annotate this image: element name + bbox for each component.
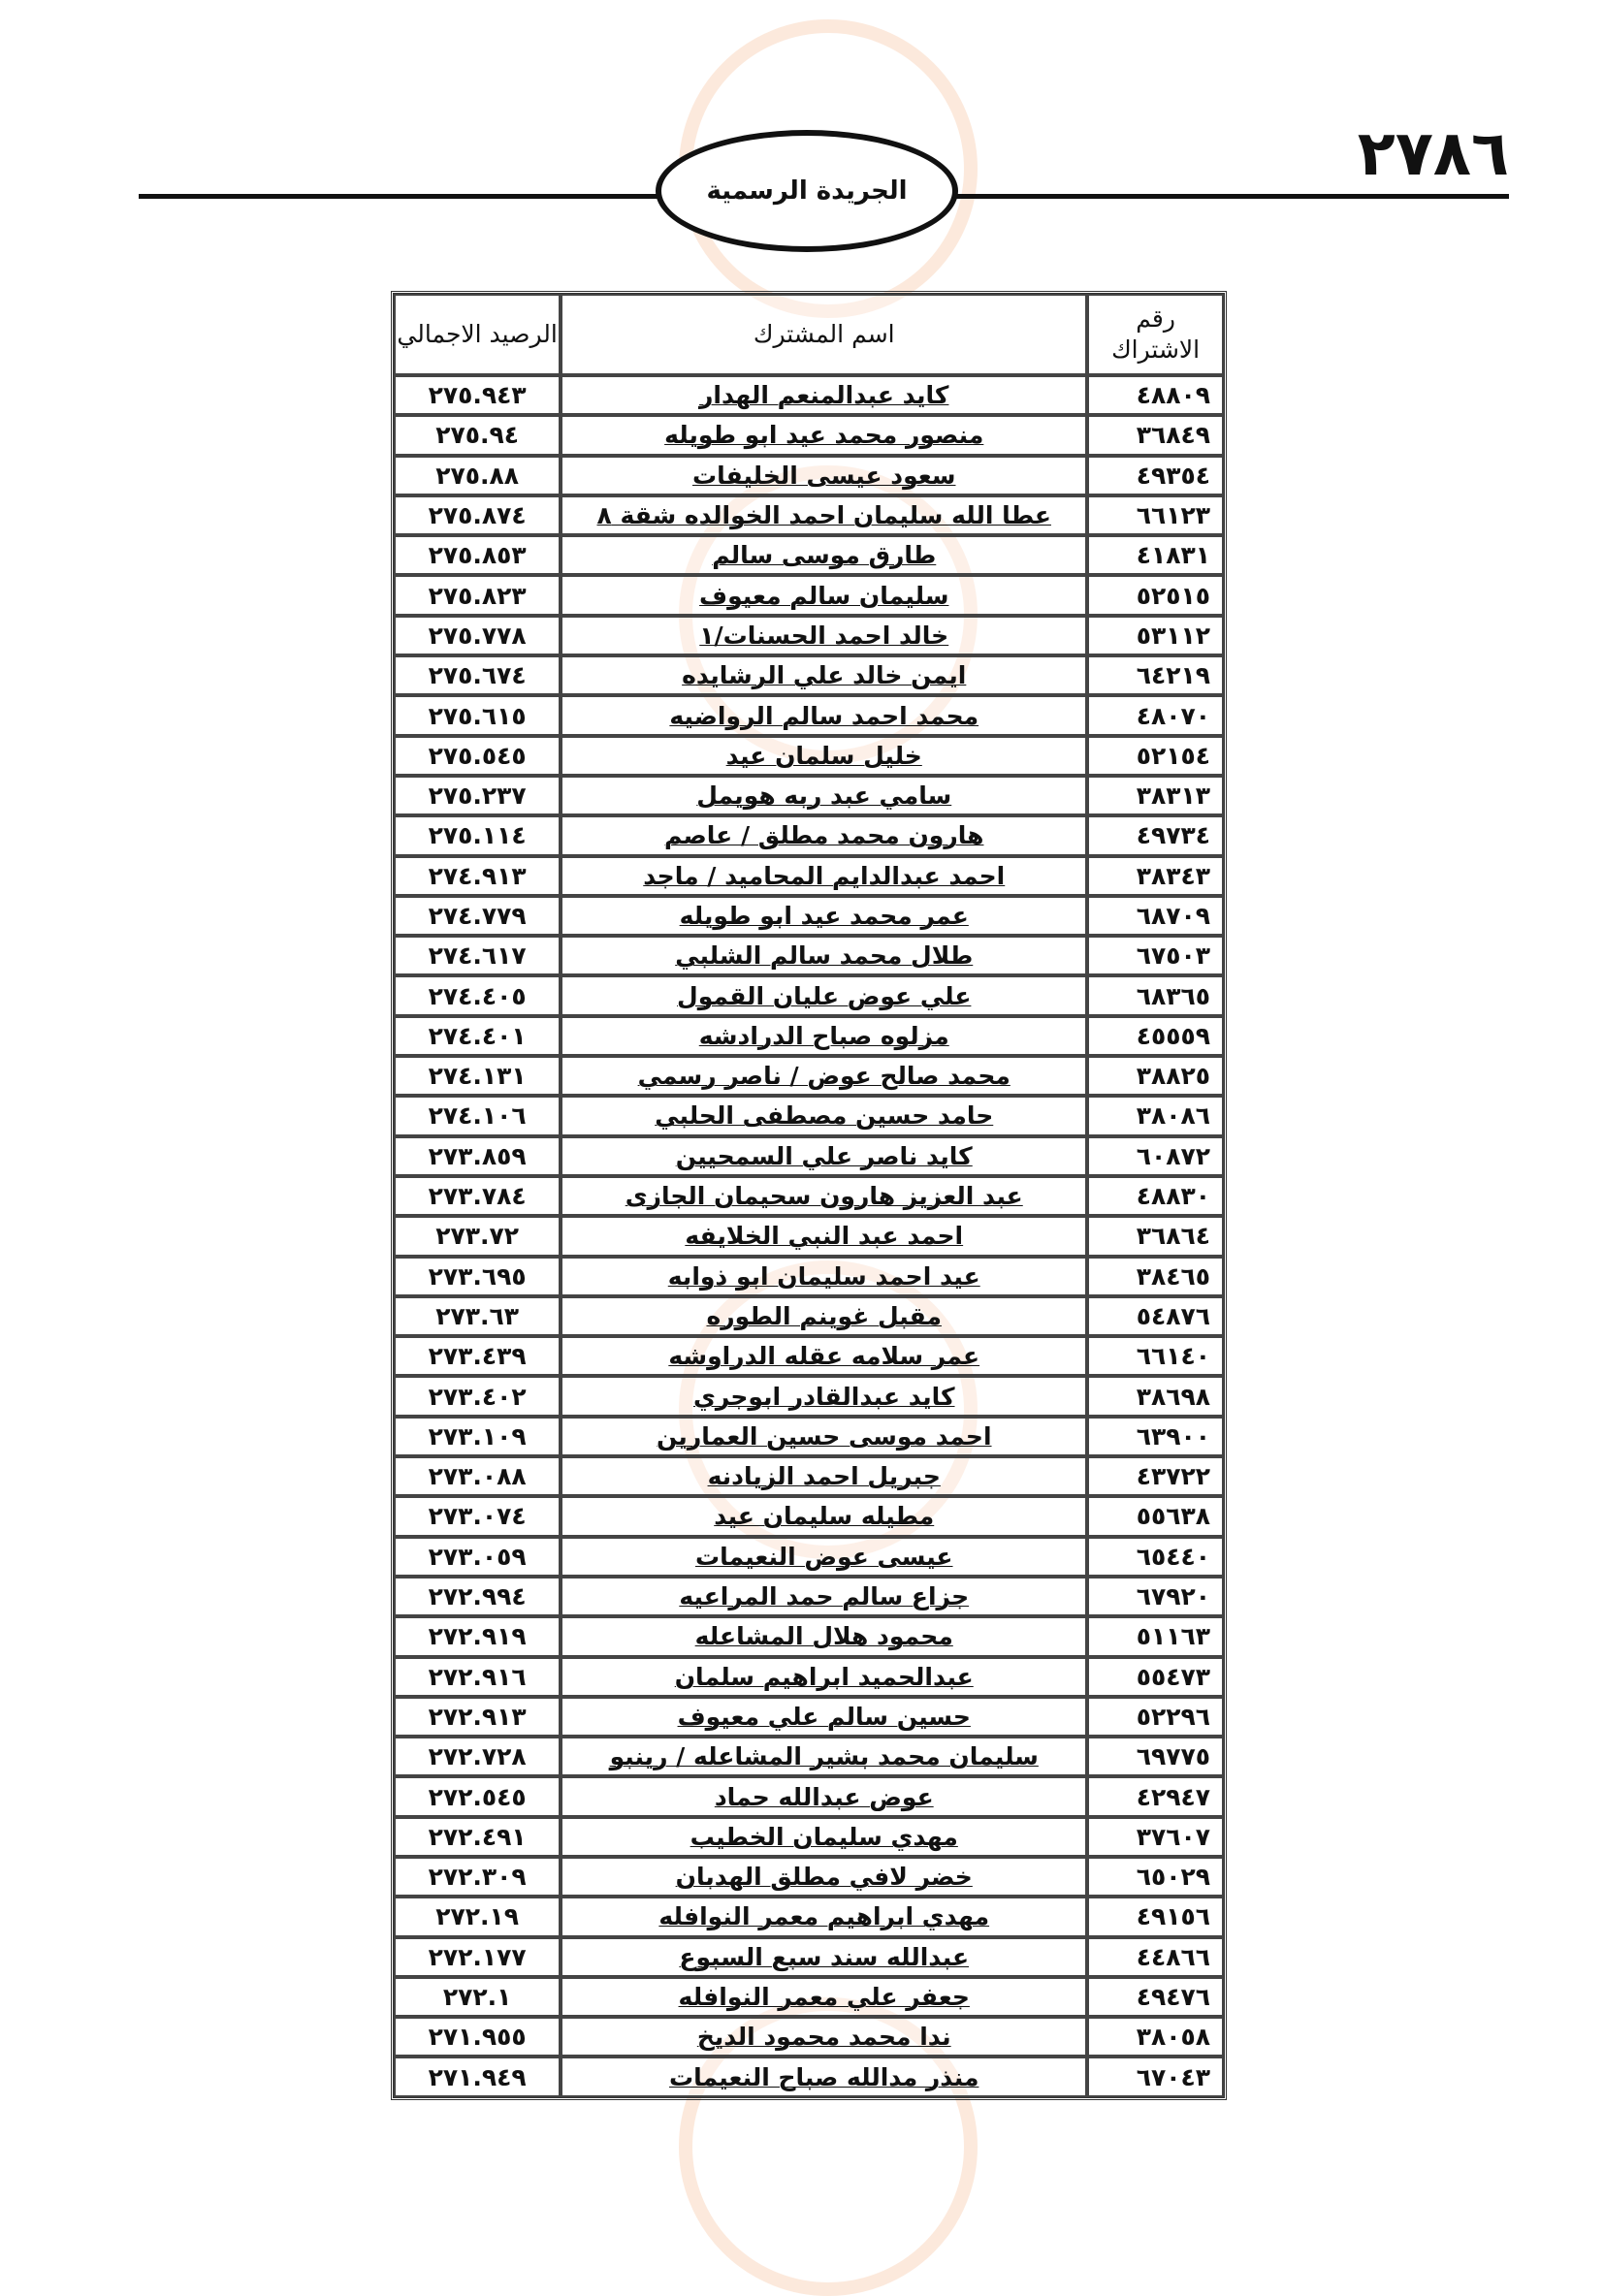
table-row: [394, 856, 1224, 896]
total-balance-cell: ٢٧٥.٥٤٥: [394, 736, 561, 776]
subscription-number-cell: ٦٨٣٦٥: [1087, 975, 1224, 1015]
total-balance-cell: ٢٧٥.٧٧٨: [394, 616, 561, 655]
subscription-number-cell: ٤١٨٣١: [1087, 535, 1224, 575]
table-row: [394, 1937, 1224, 1977]
total-balance-cell: ٢٧٤.٧٧٩: [394, 896, 561, 936]
subscriber-name-cell: مقبل غوينم الطوره: [561, 1296, 1087, 1336]
table-row: [394, 936, 1224, 975]
subscriber-name-cell: عيد احمد سليمان ابو ذوابه: [561, 1257, 1087, 1296]
subscription-number-cell: ٦٦١٢٣: [1087, 495, 1224, 535]
total-balance-cell: ٢٧٣.٤٣٩: [394, 1336, 561, 1376]
total-balance-cell: ٢٧٣.٤٠٢: [394, 1376, 561, 1416]
subscriber-name-cell: مزلوه صباح الدرادشه: [561, 1016, 1087, 1056]
subscription-number-cell: ٦٥٤٤٠: [1087, 1537, 1224, 1577]
table-row: [394, 1336, 1224, 1376]
subscription-number-cell: ٦٧٠٤٣: [1087, 2057, 1224, 2096]
total-balance-cell: ٢٧٤.٤٠٥: [394, 975, 561, 1015]
table-row: [394, 1257, 1224, 1296]
subscriber-name-cell: منصور محمد عيد ابو طويله: [561, 415, 1087, 455]
total-balance-cell: ٢٧٣.٠٨٨: [394, 1456, 561, 1496]
total-balance-cell: ٢٧٢.٩١٣: [394, 1697, 561, 1737]
subscription-number-cell: ٥١١٦٣: [1087, 1616, 1224, 1656]
total-balance-cell: ٢٧٢.٩٩٤: [394, 1577, 561, 1616]
table-row: [394, 1456, 1224, 1496]
table-row: [394, 815, 1224, 855]
total-balance-cell: ٢٧٥.٢٣٧: [394, 776, 561, 815]
table-row: [394, 1096, 1224, 1135]
table-row: [394, 1216, 1224, 1256]
table-row: [394, 616, 1224, 655]
total-balance-cell: ٢٧٣.٨٥٩: [394, 1136, 561, 1176]
subscription-number-cell: ٤٣٧٢٢: [1087, 1456, 1224, 1496]
subscription-number-cell: ٥٢٥١٥: [1087, 575, 1224, 615]
subscription-number-cell: ٥٣١١٢: [1087, 616, 1224, 655]
subscription-number-cell: ٦٨٧٠٩: [1087, 896, 1224, 936]
subscription-number-cell: ٣٨٦٩٨: [1087, 1376, 1224, 1416]
subscription-number-cell: ٣٨٠٨٦: [1087, 1096, 1224, 1135]
gazette-title: الجريدة الرسمية: [706, 176, 908, 206]
total-balance-cell: ٢٧٥.٩٤٣: [394, 375, 561, 415]
subscriber-name-cell: سليمان محمد بشير المشاعله / رينبو: [561, 1737, 1087, 1776]
subscriber-name-cell: عبدالله سند سبع السبوع: [561, 1937, 1087, 1977]
total-balance-cell: ٢٧٤.١٣١: [394, 1056, 561, 1096]
table-row: [394, 415, 1224, 455]
table-row: [394, 495, 1224, 535]
subscription-number-cell: ٤٢٩٤٧: [1087, 1776, 1224, 1816]
total-balance-cell: ٢٧٥.١١٤: [394, 815, 561, 855]
table-row: [394, 975, 1224, 1015]
total-balance-cell: ٢٧٣.٧٢: [394, 1216, 561, 1256]
subscriber-name-cell: جعفر علي معمر النوافله: [561, 1977, 1087, 2017]
subscriber-name-cell: عيسى عوض النعيمات: [561, 1537, 1087, 1577]
table-row: [394, 1056, 1224, 1096]
column-header-total-balance: الرصيد الاجمالي: [394, 294, 561, 375]
column-header-subscriber-name: اسم المشترك: [561, 294, 1087, 375]
total-balance-cell: ٢٧٢.١٧٧: [394, 1937, 561, 1977]
total-balance-cell: ٢٧٤.٩١٣: [394, 856, 561, 896]
subscription-number-cell: ٦٠٨٧٢: [1087, 1136, 1224, 1176]
total-balance-cell: ٢٧٢.٣٠٩: [394, 1857, 561, 1897]
subscription-number-cell: ٦٣٩٠٠: [1087, 1417, 1224, 1456]
gazette-title-oval: [656, 130, 958, 252]
table-row: [394, 695, 1224, 735]
subscriber-name-cell: خليل سلمان عيد: [561, 736, 1087, 776]
table-row: [394, 736, 1224, 776]
total-balance-cell: ٢٧٣.١٠٩: [394, 1417, 561, 1456]
subscription-number-cell: ٣٧٦٠٧: [1087, 1817, 1224, 1857]
subscriber-name-cell: حسين سالم علي معيوف: [561, 1697, 1087, 1737]
table-row: [394, 456, 1224, 495]
total-balance-cell: ٢٧٥.٨٨: [394, 456, 561, 495]
table-row: [394, 1296, 1224, 1336]
total-balance-cell: ٢٧١.٩٤٩: [394, 2057, 561, 2096]
subscriber-name-cell: حامد حسين مصطفى الحلبي: [561, 1096, 1087, 1135]
subscriber-name-cell: مهدي سليمان الخطيب: [561, 1817, 1087, 1857]
subscription-number-cell: ٤٩٧٣٤: [1087, 815, 1224, 855]
subscription-number-cell: ٥٥٤٧٣: [1087, 1657, 1224, 1697]
subscription-number-cell: ٣٨٣١٣: [1087, 776, 1224, 815]
subscription-number-cell: ٥٢٢٩٦: [1087, 1697, 1224, 1737]
subscription-number-cell: ٤٤٨٦٦: [1087, 1937, 1224, 1977]
subscriber-name-cell: مطيله سليمان عيد: [561, 1496, 1087, 1536]
table-row: [394, 1176, 1224, 1216]
total-balance-cell: ٢٧٥.٨٧٤: [394, 495, 561, 535]
table-row: [394, 1857, 1224, 1897]
subscriber-name-cell: سامي عبد ربه هويمل: [561, 776, 1087, 815]
subscription-number-cell: ٤٨٨٠٩: [1087, 375, 1224, 415]
subscription-number-cell: ٤٩١٥٦: [1087, 1897, 1224, 1936]
subscriber-name-cell: مهدي ابراهيم معمر النوافله: [561, 1897, 1087, 1936]
total-balance-cell: ٢٧٥.٨٥٣: [394, 535, 561, 575]
total-balance-cell: ٢٧١.٩٥٥: [394, 2017, 561, 2057]
subscriber-name-cell: كايد عبدالمنعم الهدار: [561, 375, 1087, 415]
subscription-number-cell: ٤٩٣٥٤: [1087, 456, 1224, 495]
subscriber-name-cell: ايمن خالد علي الرشايده: [561, 655, 1087, 695]
subscription-number-cell: ٥٥٦٣٨: [1087, 1496, 1224, 1536]
subscription-number-cell: ٤٥٥٥٩: [1087, 1016, 1224, 1056]
table-row: [394, 1657, 1224, 1697]
column-header-subscription-number: رقم الاشتراك: [1087, 294, 1224, 375]
total-balance-cell: ٢٧٢.٥٤٥: [394, 1776, 561, 1816]
subscription-number-cell: ٦٧٩٢٠: [1087, 1577, 1224, 1616]
table-row: [394, 2017, 1224, 2057]
subscriber-name-cell: محمود هلال المشاعله: [561, 1616, 1087, 1656]
subscriber-name-cell: عوض عبدالله حماد: [561, 1776, 1087, 1816]
subscription-number-cell: ٥٢١٥٤: [1087, 736, 1224, 776]
table-row: [394, 1817, 1224, 1857]
total-balance-cell: ٢٧٤.٤٠١: [394, 1016, 561, 1056]
table-row: [394, 896, 1224, 936]
subscriber-name-cell: طارق موسى سالم: [561, 535, 1087, 575]
subscriber-name-cell: ندا محمد محمود الديخ: [561, 2017, 1087, 2057]
total-balance-cell: ٢٧٢.٧٢٨: [394, 1737, 561, 1776]
subscriber-name-cell: عمر سلامه عقله الدراوشه: [561, 1336, 1087, 1376]
subscriber-name-cell: عمر محمد عيد ابو طويله: [561, 896, 1087, 936]
subscriber-name-cell: سعود عيسى الخليفات: [561, 456, 1087, 495]
subscriber-name-cell: هارون محمد مطلق / عاصم: [561, 815, 1087, 855]
subscriber-name-cell: جزاع سالم حمد المراعيه: [561, 1577, 1087, 1616]
subscription-number-cell: ٦٧٥٠٣: [1087, 936, 1224, 975]
table-row: [394, 655, 1224, 695]
total-balance-cell: ٢٧٢.١٩: [394, 1897, 561, 1936]
subscription-number-cell: ٤٨٨٣٠: [1087, 1176, 1224, 1216]
subscriber-name-cell: علي عوض عليان القمول: [561, 975, 1087, 1015]
table-row: [394, 375, 1224, 415]
subscriber-name-cell: منذر مدالله صباح النعيمات: [561, 2057, 1087, 2096]
table-row: [394, 776, 1224, 815]
table-row: [394, 1776, 1224, 1816]
subscription-number-cell: ٦٩٧٧٥: [1087, 1737, 1224, 1776]
subscription-number-cell: ٣٨٠٥٨: [1087, 2017, 1224, 2057]
table-row: [394, 1977, 1224, 2017]
table-row: [394, 1737, 1224, 1776]
total-balance-cell: ٢٧٥.٩٤: [394, 415, 561, 455]
table-row: [394, 1697, 1224, 1737]
table-row: [394, 1577, 1224, 1616]
total-balance-cell: ٢٧٣.٠٧٤: [394, 1496, 561, 1536]
total-balance-cell: ٢٧٢.٤٩١: [394, 1817, 561, 1857]
subscription-number-cell: ٣٨٣٤٣: [1087, 856, 1224, 896]
total-balance-cell: ٢٧٢.٩١٦: [394, 1657, 561, 1697]
total-balance-cell: ٢٧٢.٩١٩: [394, 1616, 561, 1656]
subscriber-name-cell: عبد العزيز هارون سحيمان الجازى: [561, 1176, 1087, 1216]
table-row: [394, 1376, 1224, 1416]
subscriber-name-cell: احمد عبدالدايم المحاميد / ماجد: [561, 856, 1087, 896]
total-balance-cell: ٢٧٥.٦١٥: [394, 695, 561, 735]
subscription-number-cell: ٤٨٠٧٠: [1087, 695, 1224, 735]
total-balance-cell: ٢٧٤.١٠٦: [394, 1096, 561, 1135]
subscriber-name-cell: احمد عبد النبي الخلايفه: [561, 1216, 1087, 1256]
table-row: [394, 1897, 1224, 1936]
total-balance-cell: ٢٧٢.١: [394, 1977, 561, 2017]
subscriber-name-cell: طلال محمد سالم الشلبي: [561, 936, 1087, 975]
subscriber-name-cell: احمد موسى حسين العمارين: [561, 1417, 1087, 1456]
subscriber-name-cell: عبدالحميد ابراهيم سلمان: [561, 1657, 1087, 1697]
table-row: [394, 535, 1224, 575]
subscriber-name-cell: جبريل احمد الزيادنه: [561, 1456, 1087, 1496]
subscription-number-cell: ٦٥٠٢٩: [1087, 1857, 1224, 1897]
total-balance-cell: ٢٧٣.٦٣: [394, 1296, 561, 1336]
subscription-number-cell: ٣٦٨٦٤: [1087, 1216, 1224, 1256]
subscription-number-cell: ٦٤٢١٩: [1087, 655, 1224, 695]
subscriber-name-cell: كايد ناصر علي السمحيين: [561, 1136, 1087, 1176]
total-balance-cell: ٢٧٣.٦٩٥: [394, 1257, 561, 1296]
table-row: [394, 1496, 1224, 1536]
subscriber-name-cell: خالد احمد الحسنات/١: [561, 616, 1087, 655]
table-row: [394, 1016, 1224, 1056]
subscribers-table: [391, 291, 1227, 2100]
total-balance-cell: ٢٧٣.٧٨٤: [394, 1176, 561, 1216]
total-balance-cell: ٢٧٣.٠٥٩: [394, 1537, 561, 1577]
subscription-number-cell: ٦٦١٤٠: [1087, 1336, 1224, 1376]
page-number: ٢٧٨٦: [1357, 118, 1509, 190]
subscriber-name-cell: خضر لافي مطلق الهدبان: [561, 1857, 1087, 1897]
subscriber-name-cell: سليمان سالم معيوف: [561, 575, 1087, 615]
total-balance-cell: ٢٧٥.٨٢٣: [394, 575, 561, 615]
table-row: [394, 1417, 1224, 1456]
subscription-number-cell: ٣٨٤٦٥: [1087, 1257, 1224, 1296]
total-balance-cell: ٢٧٥.٦٧٤: [394, 655, 561, 695]
subscription-number-cell: ٥٤٨٧٦: [1087, 1296, 1224, 1336]
subscriber-name-cell: عطا الله سليمان احمد الخوالده شقة ٨: [561, 495, 1087, 535]
subscriber-name-cell: محمد صالح عوض / ناصر رسمي: [561, 1056, 1087, 1096]
subscriber-name-cell: كايد عبدالقادر ابوجري: [561, 1376, 1087, 1416]
table-row: [394, 1537, 1224, 1577]
table-row: [394, 1136, 1224, 1176]
subscriber-name-cell: محمد احمد سالم الرواضيه: [561, 695, 1087, 735]
subscription-number-cell: ٣٨٨٢٥: [1087, 1056, 1224, 1096]
table-row: [394, 575, 1224, 615]
subscription-number-cell: ٤٩٤٧٦: [1087, 1977, 1224, 2017]
table-row: [394, 2057, 1224, 2096]
subscription-number-cell: ٣٦٨٤٩: [1087, 415, 1224, 455]
total-balance-cell: ٢٧٤.٦١٧: [394, 936, 561, 975]
table-row: [394, 1616, 1224, 1656]
table-header-row: [394, 294, 1224, 375]
